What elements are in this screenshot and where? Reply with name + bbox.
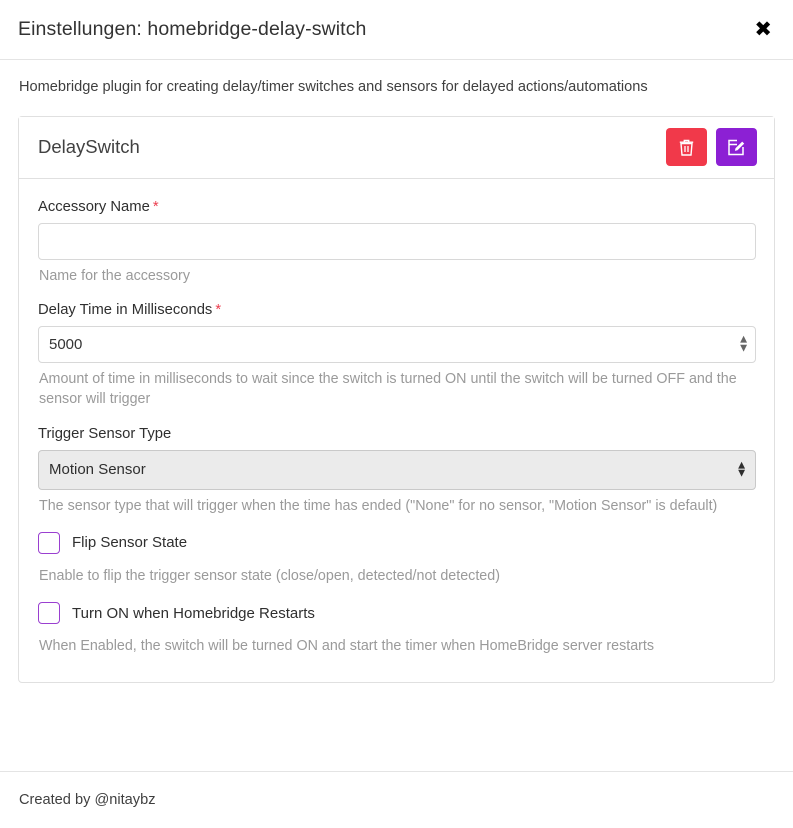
page-title: Einstellungen: homebridge-delay-switch [18, 18, 367, 40]
pencil-square-icon [728, 139, 745, 156]
trigger-sensor-type-help: The sensor type that will trigger when the time has ended ("None" for no sensor, "Motion Sensor" is default) [39, 497, 718, 514]
turn-on-restart-label: Turn ON when Homebridge Restarts [72, 604, 315, 622]
modal-footer [0, 771, 793, 828]
close-icon[interactable]: ✖ [750, 17, 776, 42]
flip-sensor-state-label: Flip Sensor State [72, 534, 188, 552]
number-stepper-icon[interactable]: ▲ ▼ [740, 335, 747, 354]
modal-header [0, 0, 793, 60]
credits-text: Created by @nitaybz [19, 792, 156, 808]
accessory-name-label: Accessory Name * [38, 198, 159, 215]
delay-time-field [38, 326, 756, 363]
trigger-sensor-type-label: Trigger Sensor Type [38, 425, 172, 442]
delay-time-help: Amount of time in milliseconds to wait since the switch is turned ON until the switch will be turned OFF and the sensor will trigger [39, 370, 737, 408]
accessory-name-help: Name for the accessory [39, 267, 190, 284]
delete-accessory-button[interactable] [666, 128, 707, 166]
accessory-card [18, 116, 775, 684]
accessory-name-input[interactable] [38, 223, 756, 260]
flip-sensor-state-help: Enable to flip the trigger sensor state (close/open, detected/not detected) [39, 567, 500, 584]
accessory-card-title: DelaySwitch [38, 136, 140, 158]
trigger-sensor-type-select[interactable] [38, 450, 756, 490]
accessory-card-header [19, 117, 774, 179]
trigger-sensor-type-field [38, 450, 756, 490]
flip-sensor-state-row[interactable] [38, 532, 756, 554]
edit-accessory-button[interactable] [716, 128, 757, 166]
accessory-form [19, 179, 774, 683]
chevron-updown-icon: ▲ ▼ [738, 460, 745, 479]
delay-time-input[interactable] [38, 326, 756, 363]
required-marker: * [152, 198, 159, 215]
trash-icon [679, 139, 694, 156]
accessory-card-actions [666, 128, 757, 166]
delay-time-label: Delay Time in Milliseconds * [38, 301, 222, 318]
turn-on-restart-help: When Enabled, the switch will be turned ON and start the timer when HomeBridge server restarts [39, 638, 655, 655]
turn-on-restart-checkbox[interactable] [38, 602, 60, 624]
modal-body [0, 60, 793, 753]
required-marker: * [215, 301, 222, 318]
plugin-description: Homebridge plugin for creating delay/timer switches and sensors for delayed actions/automations [19, 79, 648, 95]
flip-sensor-state-checkbox[interactable] [38, 532, 60, 554]
turn-on-restart-row[interactable] [38, 602, 756, 624]
